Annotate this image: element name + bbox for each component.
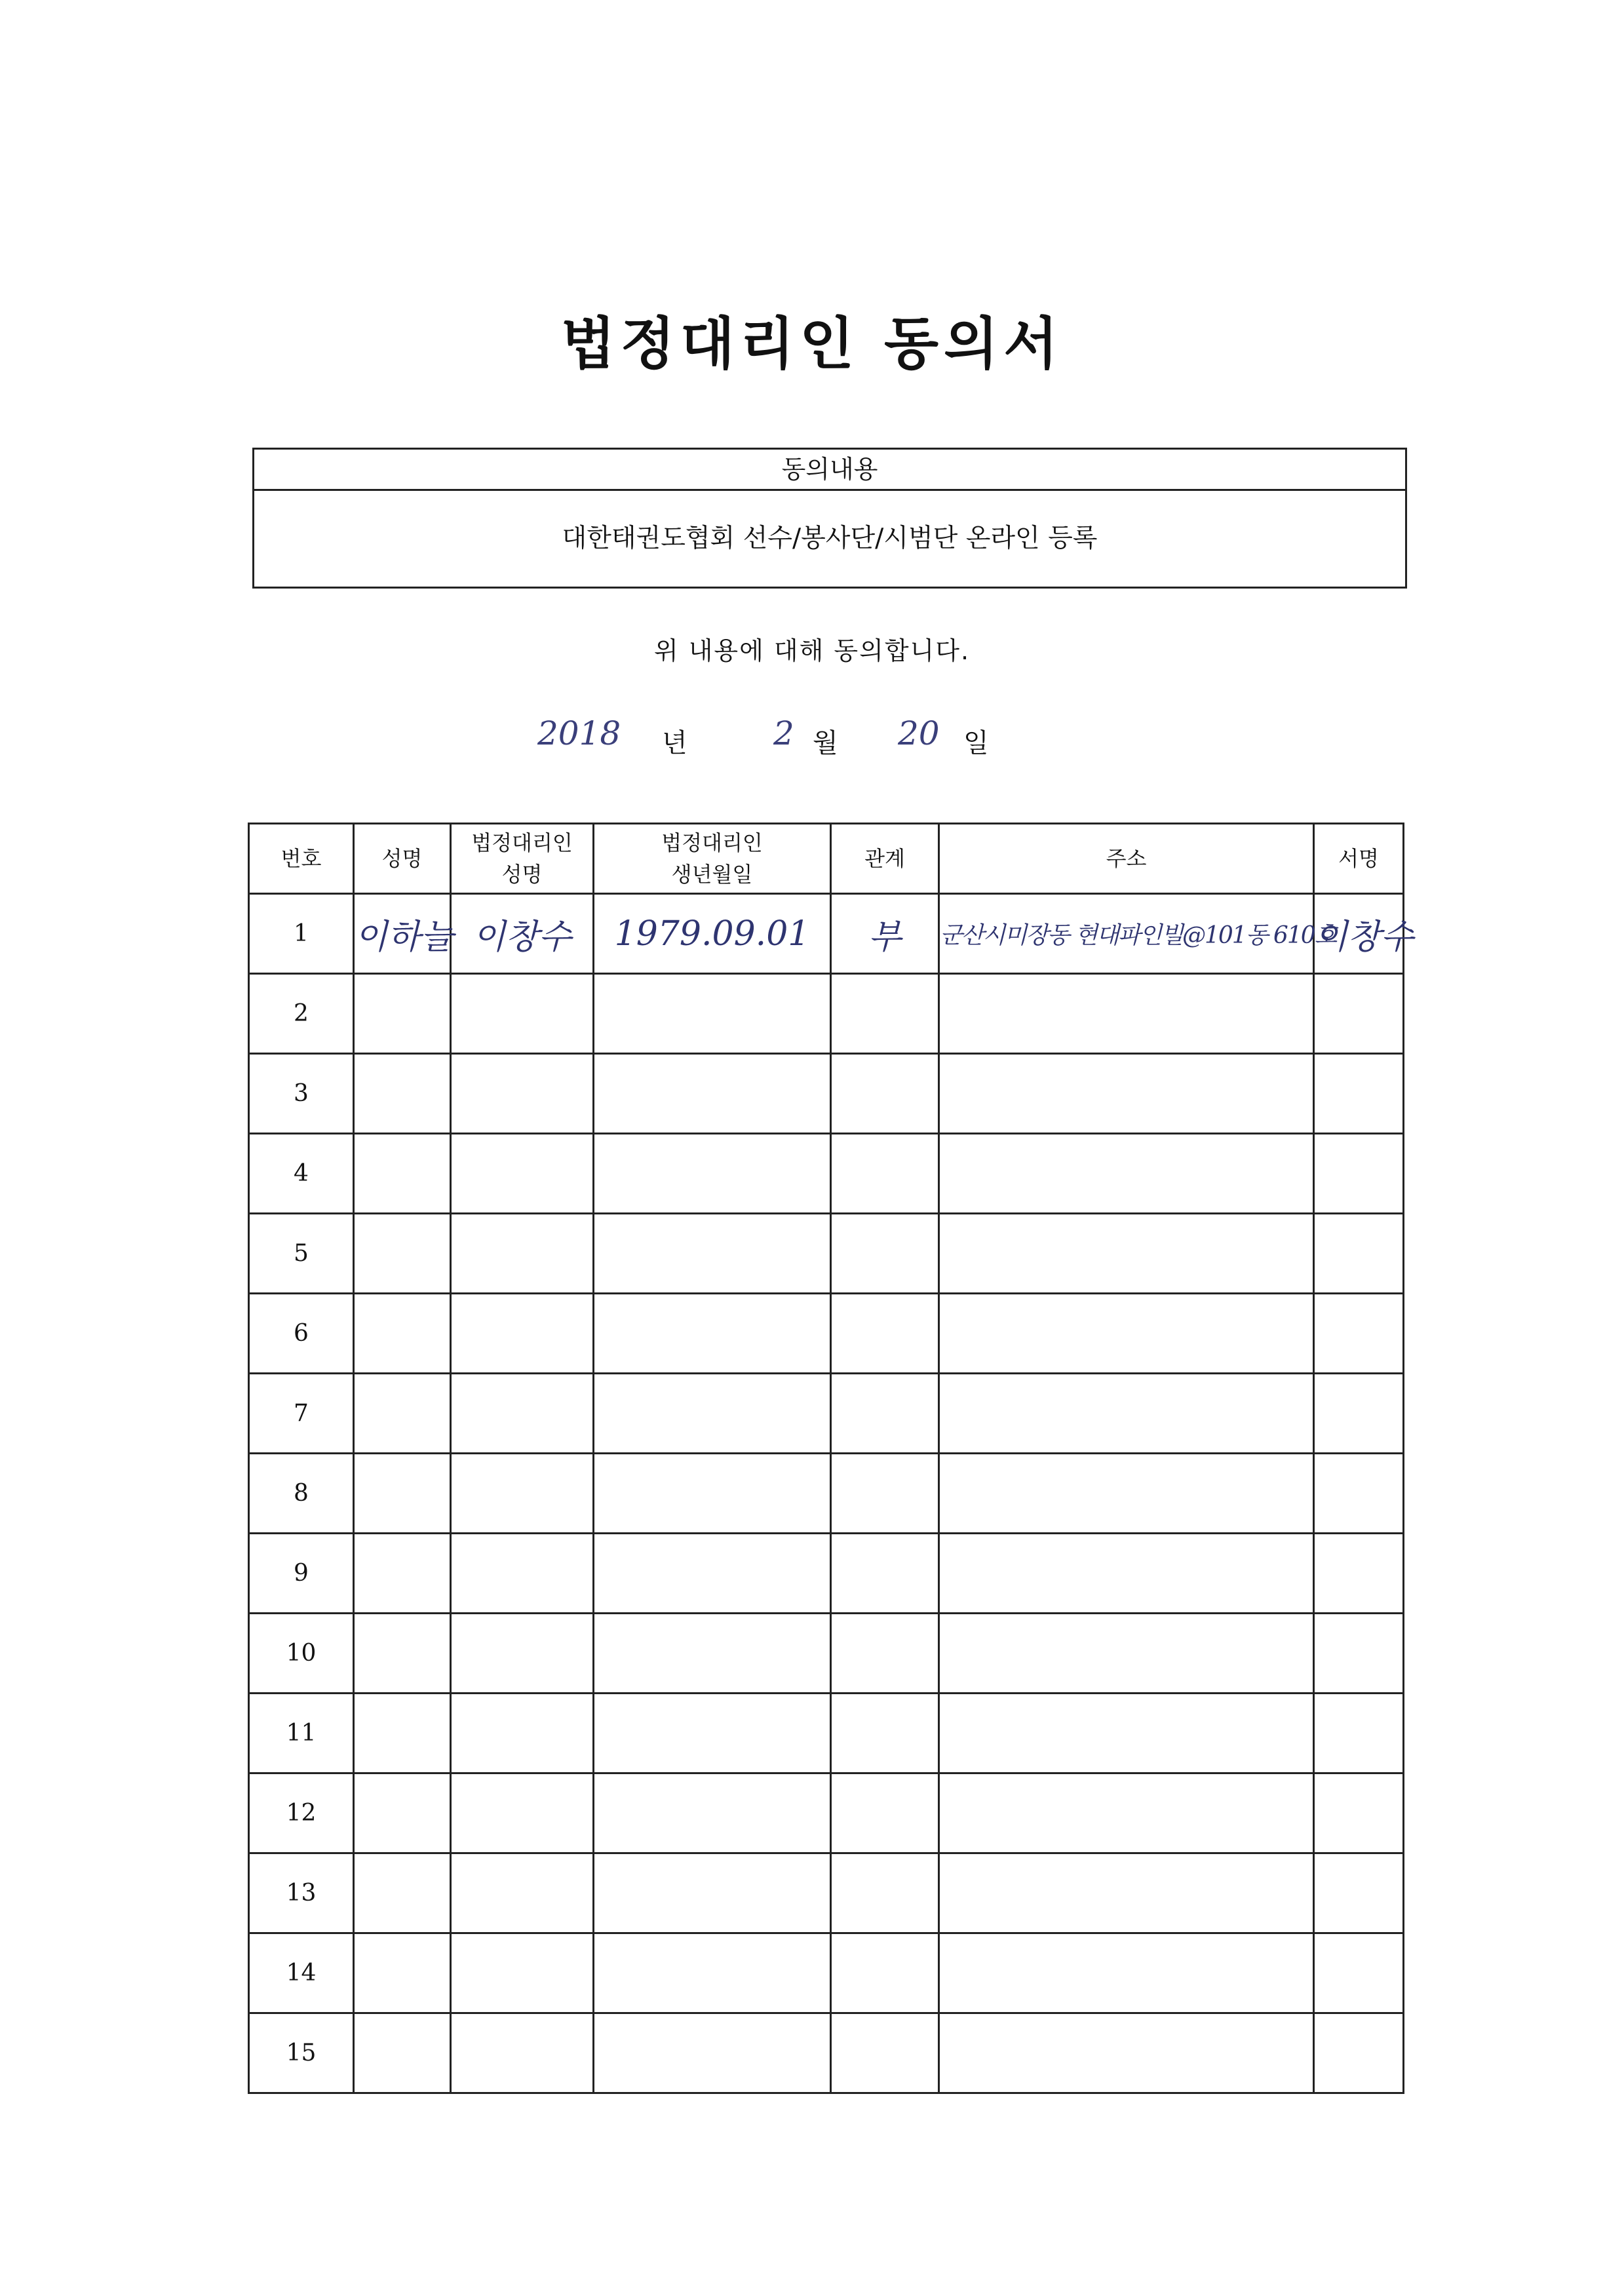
cell-guardian-name[interactable] <box>451 894 594 974</box>
cell-relation[interactable] <box>831 1773 939 1853</box>
cell-guardian-birth-value: 1979.09.01 <box>614 914 810 954</box>
cell-no <box>249 1534 354 1614</box>
cell-address[interactable] <box>939 894 1336 974</box>
cell-relation[interactable] <box>831 1214 939 1294</box>
cell-signature[interactable] <box>1314 1374 1404 1454</box>
cell-name[interactable] <box>354 1853 451 1933</box>
cell-no <box>249 1773 354 1853</box>
header-address: 주소 <box>939 824 1314 894</box>
cell-guardian-birth[interactable] <box>594 1933 831 2013</box>
cell-no <box>249 1933 354 2013</box>
cell-no-value: 7 <box>294 1400 309 1427</box>
cell-guardian-name[interactable] <box>451 2013 594 2093</box>
cell-name[interactable] <box>354 1214 451 1294</box>
cell-no-value: 11 <box>286 1720 317 1747</box>
cell-address[interactable] <box>939 1294 1314 1374</box>
cell-signature[interactable] <box>1314 1853 1404 1933</box>
cell-guardian-name[interactable] <box>451 1454 594 1534</box>
cell-no <box>249 1294 354 1374</box>
cell-no-value: 1 <box>294 920 309 947</box>
cell-name[interactable] <box>354 1134 451 1214</box>
cell-guardian-name[interactable] <box>451 1374 594 1454</box>
cell-guardian-name[interactable] <box>451 1853 594 1933</box>
cell-relation[interactable] <box>831 1694 939 1773</box>
cell-no-value: 6 <box>294 1320 309 1347</box>
header-guardian-name-line1: 법정대리인 <box>471 830 573 855</box>
cell-signature[interactable] <box>1314 1534 1404 1614</box>
cell-relation[interactable] <box>831 1374 939 1454</box>
table-row <box>249 1614 1404 1694</box>
table-row <box>249 1054 1404 1134</box>
cell-guardian-birth[interactable] <box>594 1614 831 1694</box>
date-year-value[interactable]: 2018 <box>537 714 621 752</box>
header-name: 성명 <box>354 824 451 894</box>
cell-address[interactable] <box>939 1933 1314 2013</box>
cell-no-value: 3 <box>294 1080 309 1107</box>
cell-guardian-birth[interactable] <box>594 1054 831 1134</box>
cell-address-value: 군산시미장동 현대파인빌@101동 610호 <box>940 922 1336 949</box>
cell-no <box>249 1134 354 1214</box>
cell-address[interactable] <box>939 1054 1314 1134</box>
table-row <box>249 974 1404 1054</box>
cell-signature[interactable] <box>1314 1694 1404 1773</box>
date-year-label: 년 <box>662 728 687 758</box>
cell-name[interactable] <box>354 1454 451 1534</box>
header-guardian-name <box>451 824 594 894</box>
cell-name[interactable] <box>354 1534 451 1614</box>
date-month-value[interactable]: 2 <box>773 714 794 752</box>
cell-signature-value: 이창수 <box>1315 918 1414 957</box>
table-row <box>249 1214 1404 1294</box>
cell-relation[interactable] <box>831 894 939 974</box>
cell-guardian-name[interactable] <box>451 1214 594 1294</box>
cell-signature[interactable] <box>1314 974 1404 1054</box>
cell-relation[interactable] <box>831 1454 939 1534</box>
cell-guardian-birth[interactable] <box>594 1134 831 1214</box>
cell-guardian-birth[interactable] <box>594 1694 831 1773</box>
cell-name[interactable] <box>354 1773 451 1853</box>
cell-address[interactable] <box>939 1454 1314 1534</box>
cell-guardian-birth[interactable] <box>594 1773 831 1853</box>
agreement-statement: 위 내용에 대해 동의합니다. <box>653 636 971 665</box>
cell-guardian-name[interactable] <box>451 1294 594 1374</box>
cell-address[interactable] <box>939 1534 1314 1614</box>
cell-no-value: 9 <box>294 1560 309 1587</box>
cell-address[interactable] <box>939 1853 1314 1933</box>
cell-no <box>249 2013 354 2093</box>
cell-relation-value: 부 <box>868 918 902 957</box>
cell-relation[interactable] <box>831 1853 939 1933</box>
cell-guardian-birth[interactable] <box>594 1294 831 1374</box>
table-row <box>249 1853 1404 1933</box>
cell-no <box>249 894 354 974</box>
cell-guardian-name[interactable] <box>451 1694 594 1773</box>
header-guardian-birth-line2: 생년월일 <box>671 862 753 887</box>
cell-name[interactable] <box>354 1374 451 1454</box>
cell-no-value: 14 <box>286 1960 317 1986</box>
cell-relation[interactable] <box>831 1614 939 1694</box>
cell-no <box>249 974 354 1054</box>
cell-no-value: 4 <box>294 1160 309 1187</box>
table-header-row <box>249 824 1404 894</box>
cell-no <box>249 1614 354 1694</box>
cell-signature[interactable] <box>1314 1454 1404 1534</box>
cell-no-value: 13 <box>286 1880 317 1907</box>
date-month-label: 월 <box>813 728 838 758</box>
cell-no <box>249 1454 354 1534</box>
cell-guardian-name[interactable] <box>451 1534 594 1614</box>
consent-content: 대한태권도협회 선수/봉사단/시범단 온라인 등록 <box>562 524 1098 553</box>
cell-no <box>249 1214 354 1294</box>
table-row <box>249 894 1404 974</box>
cell-guardian-name[interactable] <box>451 1054 594 1134</box>
cell-no-value: 5 <box>294 1240 309 1267</box>
cell-no-value: 10 <box>286 1640 317 1667</box>
cell-guardian-name[interactable] <box>451 1614 594 1694</box>
date-day-label: 일 <box>963 728 989 758</box>
cell-name[interactable] <box>354 1694 451 1773</box>
cell-guardian-birth[interactable] <box>594 974 831 1054</box>
table-row <box>249 1694 1404 1773</box>
table-row <box>249 1134 1404 1214</box>
cell-relation[interactable] <box>831 1054 939 1134</box>
cell-name[interactable] <box>354 2013 451 2093</box>
header-guardian-birth-line1: 법정대리인 <box>661 830 763 855</box>
document-title: 법정대리인 동의서 <box>560 311 1064 377</box>
cell-name[interactable] <box>354 974 451 1054</box>
cell-name[interactable] <box>354 1614 451 1694</box>
cell-signature[interactable] <box>1314 2013 1404 2093</box>
cell-relation[interactable] <box>831 1134 939 1214</box>
cell-signature[interactable] <box>1314 894 1414 974</box>
cell-address[interactable] <box>939 1694 1314 1773</box>
cell-no <box>249 1374 354 1454</box>
cell-address[interactable] <box>939 1134 1314 1214</box>
cell-address[interactable] <box>939 1374 1314 1454</box>
cell-no-value: 8 <box>294 1480 309 1507</box>
table-row <box>249 2013 1404 2093</box>
cell-relation[interactable] <box>831 974 939 1054</box>
cell-no-value: 2 <box>294 1000 309 1027</box>
cell-guardian-name[interactable] <box>451 1773 594 1853</box>
cell-signature[interactable] <box>1314 1134 1404 1214</box>
cell-guardian-birth[interactable] <box>594 1534 831 1614</box>
cell-guardian-name[interactable] <box>451 1933 594 2013</box>
cell-relation[interactable] <box>831 1933 939 2013</box>
table-row <box>249 1374 1404 1454</box>
table-row <box>249 1773 1404 1853</box>
header-no: 번호 <box>249 824 354 894</box>
cell-name[interactable] <box>354 1933 451 2013</box>
cell-name-value: 이하늘 <box>355 918 454 957</box>
cell-signature[interactable] <box>1314 1614 1404 1694</box>
cell-address[interactable] <box>939 1614 1314 1694</box>
cell-guardian-birth[interactable] <box>594 894 831 974</box>
guardian-table <box>248 823 1414 2094</box>
cell-name[interactable] <box>354 1054 451 1134</box>
table-row <box>249 1933 1404 2013</box>
cell-signature[interactable] <box>1314 1214 1404 1294</box>
cell-guardian-name[interactable] <box>451 1134 594 1214</box>
table-row <box>249 1454 1404 1534</box>
cell-guardian-name-value: 이창수 <box>473 918 571 957</box>
cell-guardian-birth[interactable] <box>594 1454 831 1534</box>
date-day-value[interactable]: 20 <box>898 714 940 752</box>
header-guardian-name-line2: 성명 <box>501 862 543 887</box>
cell-address[interactable] <box>939 2013 1314 2093</box>
cell-name[interactable] <box>354 1294 451 1374</box>
header-guardian-birth <box>594 824 831 894</box>
cell-no <box>249 1054 354 1134</box>
cell-guardian-name[interactable] <box>451 974 594 1054</box>
cell-guardian-birth[interactable] <box>594 1214 831 1294</box>
cell-signature[interactable] <box>1314 1933 1404 2013</box>
cell-guardian-birth[interactable] <box>594 1374 831 1454</box>
cell-no <box>249 1853 354 1933</box>
cell-address[interactable] <box>939 1214 1314 1294</box>
header-signature: 서명 <box>1314 824 1404 894</box>
cell-name[interactable] <box>354 894 454 974</box>
cell-guardian-birth[interactable] <box>594 1853 831 1933</box>
cell-address[interactable] <box>939 1773 1314 1853</box>
cell-no <box>249 1694 354 1773</box>
consent-box <box>252 448 1407 589</box>
cell-signature[interactable] <box>1314 1294 1404 1374</box>
cell-relation[interactable] <box>831 2013 939 2093</box>
cell-no-value: 12 <box>286 1800 317 1827</box>
cell-relation[interactable] <box>831 1534 939 1614</box>
cell-relation[interactable] <box>831 1294 939 1374</box>
consent-header: 동의내용 <box>254 450 1405 491</box>
cell-signature[interactable] <box>1314 1054 1404 1134</box>
cell-guardian-birth[interactable] <box>594 2013 831 2093</box>
date-line <box>0 714 1624 767</box>
table-row <box>249 1294 1404 1374</box>
cell-signature[interactable] <box>1314 1773 1404 1853</box>
cell-address[interactable] <box>939 974 1314 1054</box>
cell-no-value: 15 <box>286 2040 317 2066</box>
header-relation: 관계 <box>831 824 939 894</box>
table-row <box>249 1534 1404 1614</box>
